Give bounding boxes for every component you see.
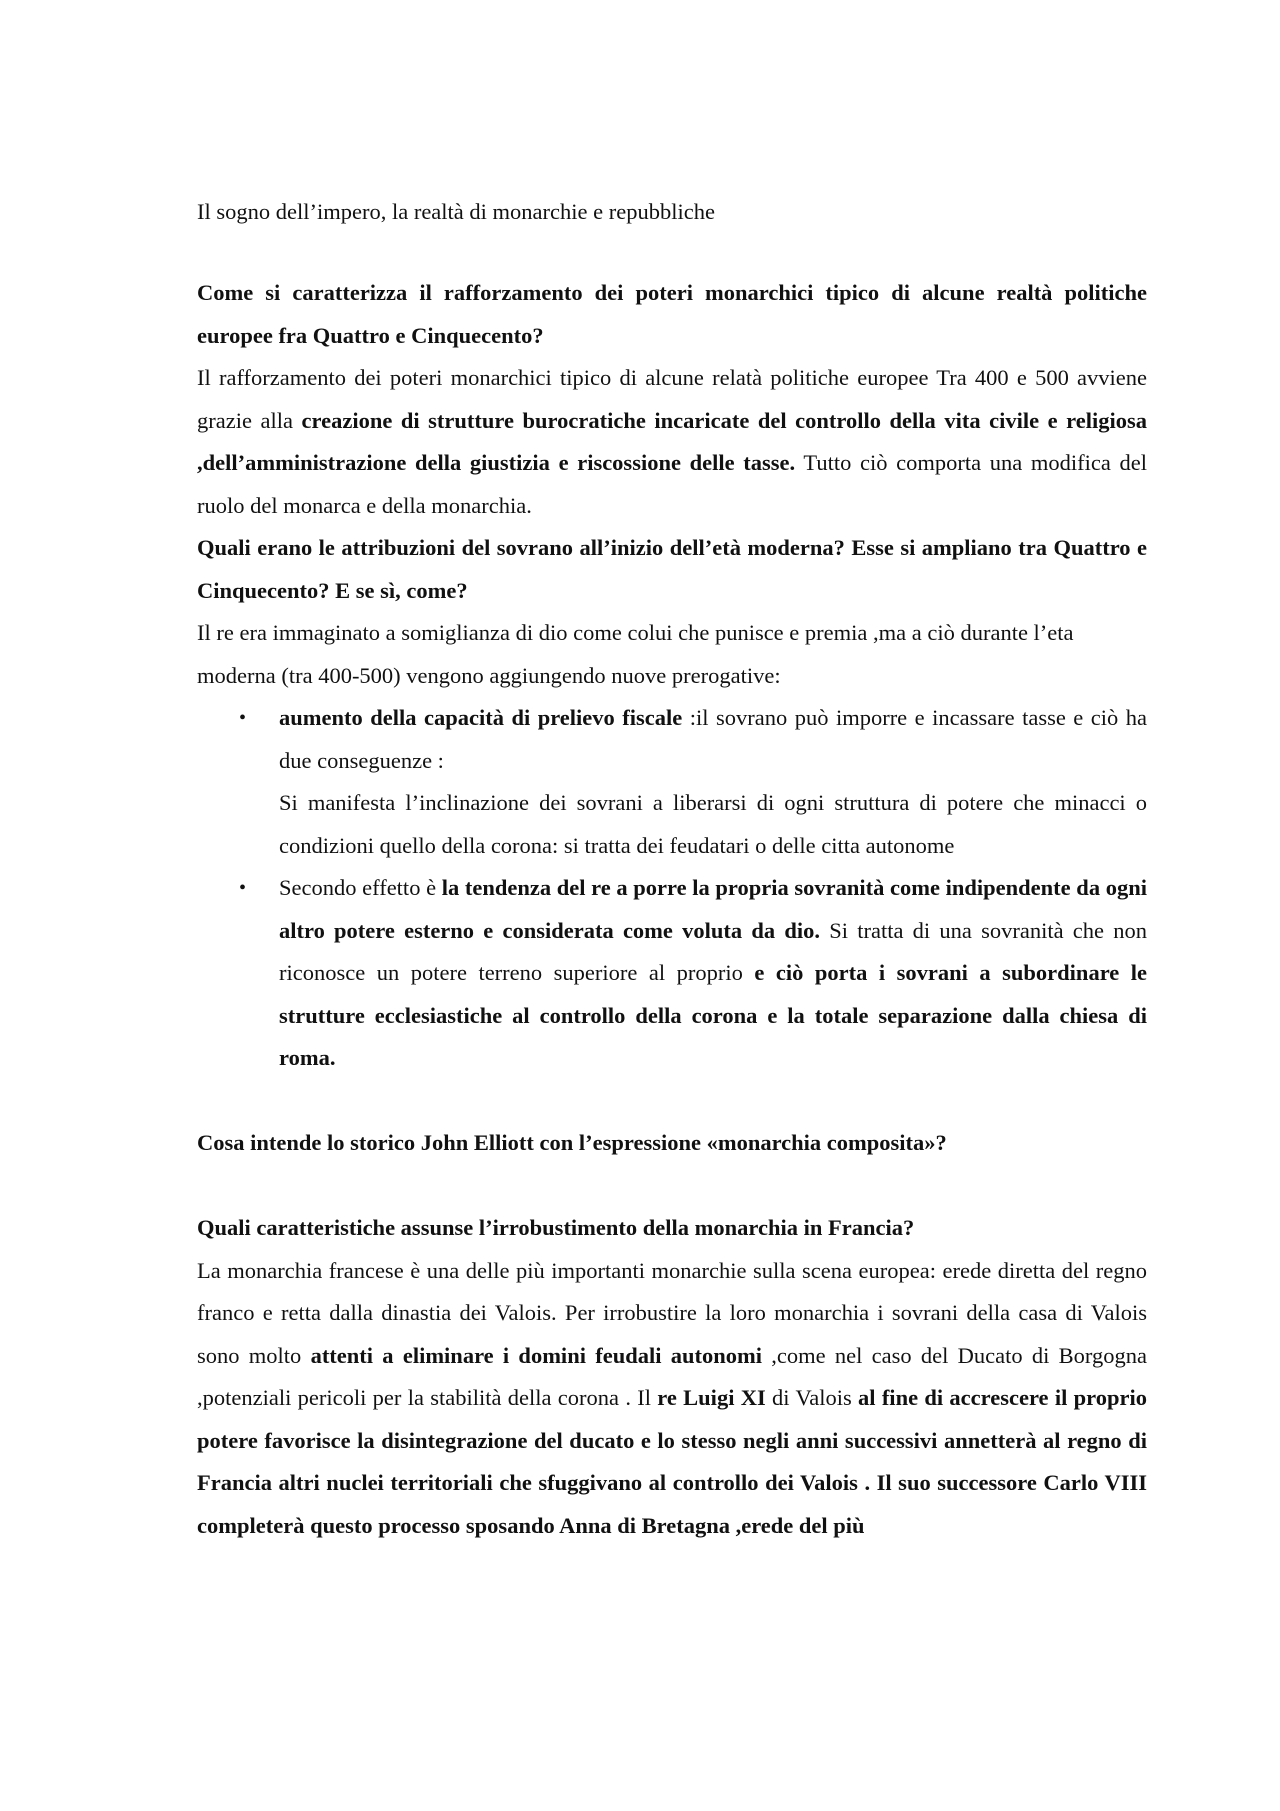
list-item <box>197 867 1147 1080</box>
document-body <box>197 272 1147 1547</box>
list-item-rest: :il sovrano può imporre e incassare tasse e ciò ha due conseguenze : <box>279 705 1147 773</box>
list-item-bold-b: e ciò porta i sovrani a subordinare le strutture ecclesiastiche al controllo della corona e la totale separazione dalla chiesa di roma. <box>279 960 1147 1070</box>
answer-4-bold-c: al fine di accrescere il proprio potere favorisce la disintegrazione del ducato e lo stesso negli anni successivi annetterà al regno di Francia altri nuclei territoriali che sfuggivano al controllo dei Valois . Il suo successore Carlo VIII completerà questo processo sposando Anna di Bretagna ,erede del più <box>197 1385 1147 1538</box>
answer-4-bold-b: re Luigi XI <box>657 1385 766 1410</box>
list-item-text-a: Secondo effetto è <box>279 875 442 900</box>
bullet-symbol: • <box>239 877 247 899</box>
answer-4-text-b: ,come nel caso del Ducato di Borgogna ,potenziali pericoli per la stabilità della corona . Il <box>197 1342 1148 1410</box>
answer-4 <box>197 1250 1147 1548</box>
list-item-bold: aumento della capacità di prelievo fiscale <box>279 705 683 730</box>
list-item-text <box>279 697 1147 782</box>
answer-2: Il re era immaginato a somiglianza di dio come colui che punisce e premia ,ma a ciò durante l’eta moderna (tra 400-500) vengono aggiungendo nuove prerogative: <box>197 620 1074 688</box>
document-title: Il sogno dell’impero, la realtà di monarchie e repubbliche <box>197 199 715 224</box>
list-item-text <box>279 867 1147 1080</box>
list-item-bold-a: la tendenza del re a porre la propria sovranità come indipendente da ogni altro potere esterno e considerata come voluta da dio. <box>279 875 1147 943</box>
question-4 <box>197 1207 1147 1250</box>
answer-4-bold-a: attenti a eliminare i domini feudali autonomi <box>310 1342 763 1368</box>
question-2 <box>197 527 1147 612</box>
question-1 <box>197 272 1147 357</box>
prerogatives-list <box>197 697 1147 1080</box>
answer-4-text-c: di Valois <box>765 1385 859 1410</box>
answer-1-text-a: Il rafforzamento dei poteri monarchici tipico di alcune relatà politiche europee Tra 400 e 500 avviene grazie alla <box>197 365 1147 433</box>
question-1-text: Come si caratterizza il rafforzamento dei poteri monarchici tipico di alcune realtà politiche europee fra Quattro e Cinquecento? <box>197 280 1147 348</box>
spacer <box>197 1165 1147 1208</box>
answer-1 <box>197 357 1147 527</box>
list-item-subparagraph: Si manifesta l’inclinazione dei sovrani a liberarsi di ogni struttura di potere che minacci o condizioni quello della corona: si tratta dei feudatari o delle citta autonome <box>279 790 1147 858</box>
question-2-text: Quali erano le attribuzioni del sovrano all’inizio dell’età moderna? Esse si ampliano tra Quattro e Cinquecento? E se sì, come? <box>197 535 1147 603</box>
question-4-text: Quali caratteristiche assunse l’irrobustimento della monarchia in Francia? <box>197 1215 915 1240</box>
answer-1-bold: creazione di strutture burocratiche incaricate del controllo della vita civile e religiosa ,dell’amministrazione della giustizia e riscossione delle tasse. <box>197 407 1148 475</box>
answer-1-text-b: Tutto ciò comporta una modifica del ruolo del monarca e della monarchia. <box>197 450 1148 518</box>
list-item <box>197 697 1147 867</box>
spacer <box>197 1080 1147 1123</box>
question-3 <box>197 1122 1147 1165</box>
list-item-text-b: Si tratta di una sovranità che non riconosce un potere terreno superiore al proprio <box>279 917 1147 985</box>
bullet-symbol: • <box>239 707 247 729</box>
answer-4-text-a: La monarchia francese è una delle più importanti monarchie sulla scena europea: erede diretta del regno franco e retta dalla dinastia dei Valois. Per irrobustire la loro monarchia i sovrani della casa di Valois sono molto <box>197 1257 1147 1368</box>
question-3-text: Cosa intende lo storico John Elliott con l’espressione «monarchia composita»? <box>197 1130 947 1155</box>
